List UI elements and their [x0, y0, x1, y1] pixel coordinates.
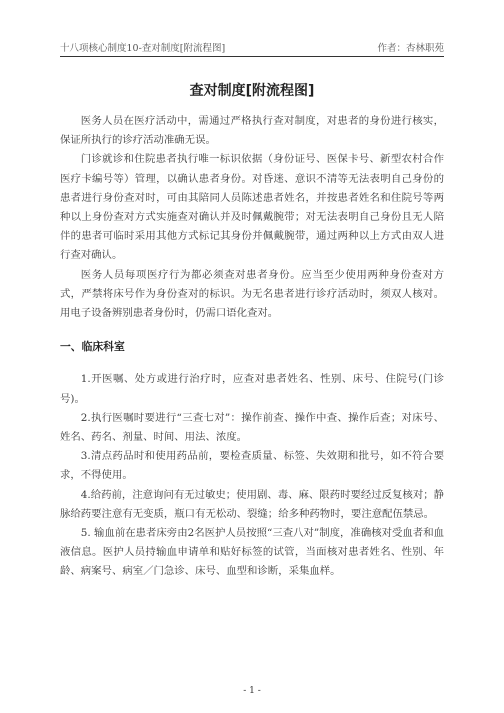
section-list-item: 5. 输血前在患者床旁由2名医护人员按照“三查八对”制度，准确核对受血者和血液信息。医护人员持输血申请单和贴好标签的试管，当面核对患者姓名、性别、年龄、病案号、病室／门急诊、床号、血型和诊断，采集血样。 — [60, 527, 444, 578]
page-number: - 1 - — [243, 686, 261, 696]
document-body — [60, 112, 444, 582]
section-heading: 一、临床科室 — [60, 340, 125, 354]
section-list-item: 1.开医嘱、处方或进行治疗时，应查对患者姓名、性别、床号、住院号(门诊号)。 — [60, 373, 444, 405]
intro-paragraph: 医务人员每项医疗行为都必须查对患者身份。应当至少使用两种身份查对方式，严禁将床号作为身份查对的标识。为无名患者进行诊疗活动时，须双人核对。用电子设备辨别患者身份时，仍需口语化查对。 — [60, 268, 444, 320]
intro-paragraph: 医务人员在医疗活动中，需通过严格执行查对制度，对患者的身份进行核实，保证所执行的诊疗活动准确无误。 — [60, 115, 444, 147]
section-list-item: 3.清点药品时和使用药品前，要检查质量、标签、失效期和批号，如不符合要求，不得使用。 — [60, 450, 444, 482]
section-list-item: 2.执行医嘱时要进行“三查七对”：操作前查、操作中查、操作后查；对床号、姓名、药名、剂量、时间、用法、浓度。 — [60, 411, 444, 444]
header-document-title: 十八项核心制度10-查对制度[附流程图] — [60, 43, 226, 54]
page-header — [60, 36, 444, 57]
header-author: 作者：杏林职苑 — [377, 43, 444, 54]
page-title: 查对制度[附流程图] — [189, 83, 315, 99]
intro-paragraph: 门诊就诊和住院患者执行唯一标识依据（身份证号、医保卡号、新型农村合作医疗卡编号等）管理，以确认患者身份。对昏迷、意识不清等无法表明自己身份的患者进行身份查对时，可由其陪同人员陈述患者姓名，并按患者姓名和住院号等两种以上身份查对方式实施查对确认并及时佩戴腕带；对无法表明自己身份且无人陪伴的患者可临时采用其他方式标记其身份并佩戴腕带，通过两种以上方式由双人进行查对确认。 — [60, 153, 444, 262]
section-list-item: 4.给药前，注意询问有无过敏史；使用剧、毒、麻、限药时要经过反复核对；静脉给药要注意有无变质，瓶口有无松动、裂缝；给多种药物时，要注意配伍禁忌。 — [60, 488, 444, 520]
